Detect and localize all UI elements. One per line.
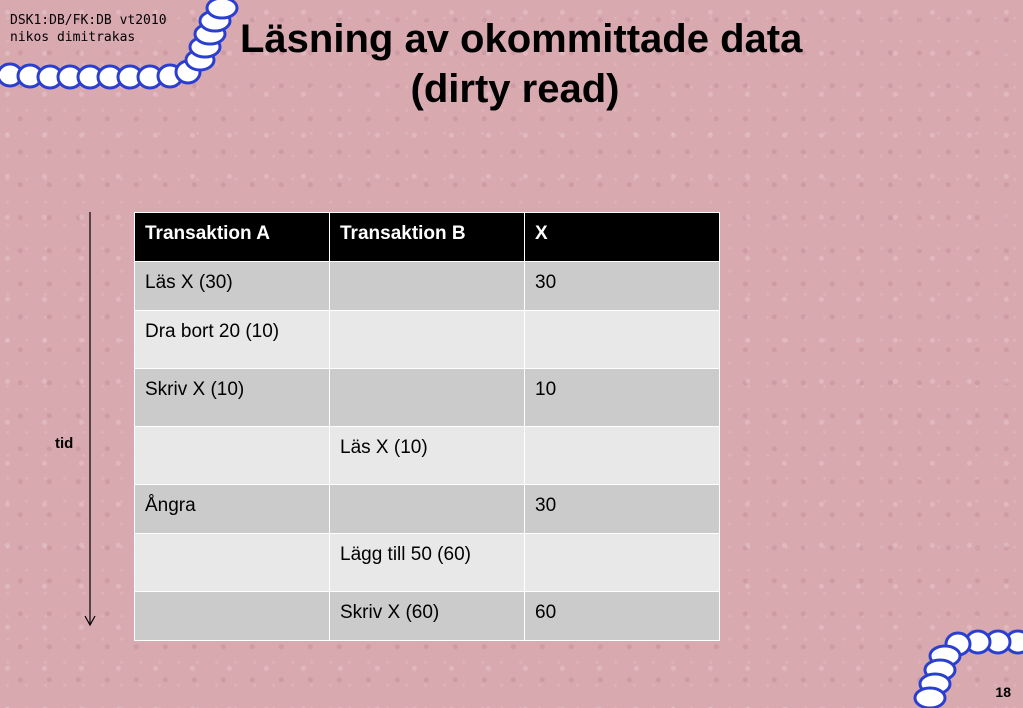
course-header [10,12,167,46]
table-row [135,311,720,369]
cell-transaction-a: Läs X (30) [135,262,330,311]
cell-transaction-a: Dra bort 20 (10) [135,311,330,369]
cell-x [525,534,720,592]
cell-x: 30 [525,262,720,311]
table-row [135,262,720,311]
column-header-transaction-b: Transaktion B [330,213,525,262]
column-header-x: X [525,213,720,262]
slide-title [240,14,803,114]
page-number: 18 [995,684,1011,700]
slide-title-line-2: (dirty read) [410,67,620,111]
cell-transaction-a [135,592,330,641]
cell-transaction-b: Skriv X (60) [330,592,525,641]
transaction-table [134,212,720,641]
slide-title-line-1: Läsning av okommittade data [240,17,803,61]
cell-transaction-a: Ångra [135,485,330,534]
cell-transaction-b: Läs X (10) [330,427,525,485]
cell-transaction-b [330,369,525,427]
table-row [135,534,720,592]
author-name: nikos dimitrakas [10,30,136,45]
cell-x: 30 [525,485,720,534]
column-header-transaction-a: Transaktion A [135,213,330,262]
cell-transaction-b [330,262,525,311]
cell-transaction-b [330,485,525,534]
table-header-row [135,213,720,262]
cell-transaction-a [135,427,330,485]
table-row [135,369,720,427]
table-row [135,592,720,641]
cell-transaction-b: Lägg till 50 (60) [330,534,525,592]
cell-transaction-b [330,311,525,369]
time-axis-label: tid [55,435,74,452]
cell-x [525,311,720,369]
cell-transaction-a: Skriv X (10) [135,369,330,427]
cell-x: 10 [525,369,720,427]
time-arrow [80,212,100,628]
course-code: DSK1:DB/FK:DB vt2010 [10,13,167,28]
cell-x: 60 [525,592,720,641]
table-row [135,485,720,534]
cell-x [525,427,720,485]
cell-transaction-a [135,534,330,592]
table-row [135,427,720,485]
